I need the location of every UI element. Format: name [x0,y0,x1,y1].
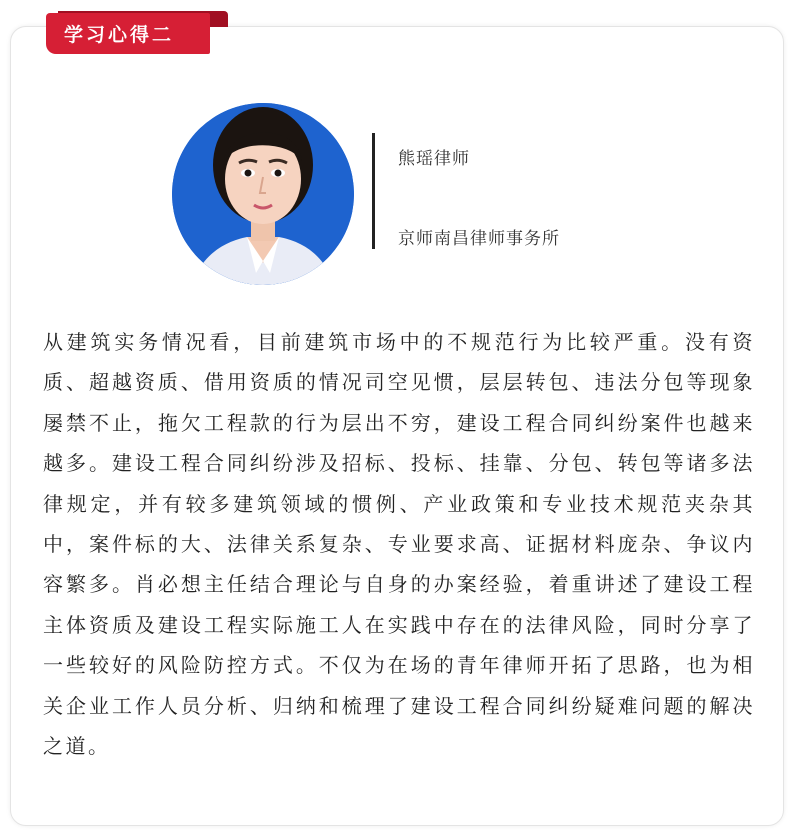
article-paragraph: 从建筑实务情况看，目前建筑市场中的不规范行为比较严重。没有资质、超越资质、借用资质的情况司空见惯，层层转包、违法分包等现象屡禁不止，拖欠工程款的行为层出不穷，建设工程合同纠纷案件也越来越多。建设工程合同纠纷涉及招标、投标、挂靠、分包、转包等诸多法律规定，并有较多建筑领域的惯例、产业政策和专业技术规范夹杂其中，案件标的大、法律关系复杂、专业要求高、证据材料庞杂、争议内容繁多。肖必想主任结合理论与自身的办案经验，着重讲述了建设工程主体资质及建设工程实际施工人在实践中存在的法律风险，同时分享了一些较好的风险防控方式。不仅为在场的青年律师开拓了思路，也为相关企业工作人员分析、归纳和梳理了建设工程合同纠纷疑难问题的解决之道。 [43,330,755,759]
section-tab [46,13,210,54]
avatar-portrait [172,103,354,285]
profile-divider [372,133,375,249]
lawyer-name: 熊瑶律师 [398,149,470,169]
law-firm-name: 京师南昌律师事务所 [398,229,560,249]
section-tab-label: 学习心得二 [64,24,175,46]
avatar [172,103,354,285]
